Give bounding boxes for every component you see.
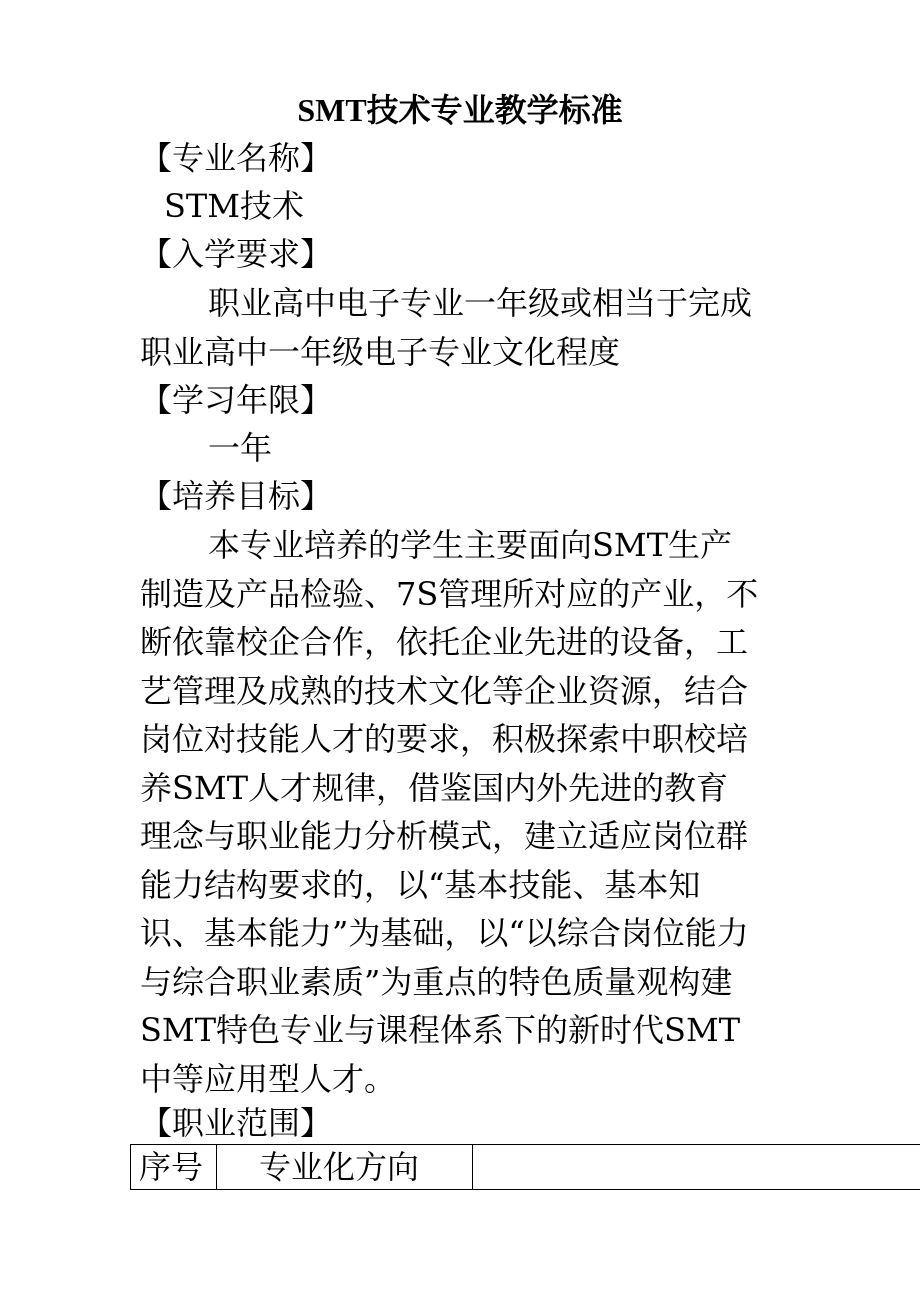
table-header-specialization: 专业化方向 [217,1145,473,1189]
table-header-index: 序号 [131,1145,217,1189]
section-heading-major-name: 【专业名称】 [140,139,333,177]
table-header-empty [473,1145,920,1189]
section-heading-duration: 【学习年限】 [140,381,333,419]
document-title: SMT技术专业教学标准 [297,92,623,128]
section-body-admission: 职业高中电子专业一年级或相当于完成职业高中一年级电子专业文化程度 [140,284,753,371]
section-body-duration: 一年 [208,429,273,467]
section-body-major-name: STM技术 [164,187,305,225]
section-heading-career-scope: 【职业范围】 [140,1104,333,1142]
section-body-objectives: 本专业培养的学生主要面向SMT生产制造及产品检验、7S管理所对应的产业，不断依靠校企合作，依托企业先进的设备，工艺管理及成熟的技术文化等企业资源，结合岗位对技能人才的要求，积极探索中职校培养SMT人才规律，借鉴国内外先进的教育理念与职业能力分析模式，建立适应岗位群能力结构要求的，以“基本技能、基本知识、基本能力”为基础，以“以综合岗位能力与综合职业素质”为重点的特色质量观构建SMT特色专业与课程体系下的新时代SMT中等应用型人才。 [140,526,759,1098]
career-scope-table [130,1144,920,1190]
section-heading-admission: 【入学要求】 [140,235,333,273]
section-heading-objectives: 【培养目标】 [140,477,333,515]
